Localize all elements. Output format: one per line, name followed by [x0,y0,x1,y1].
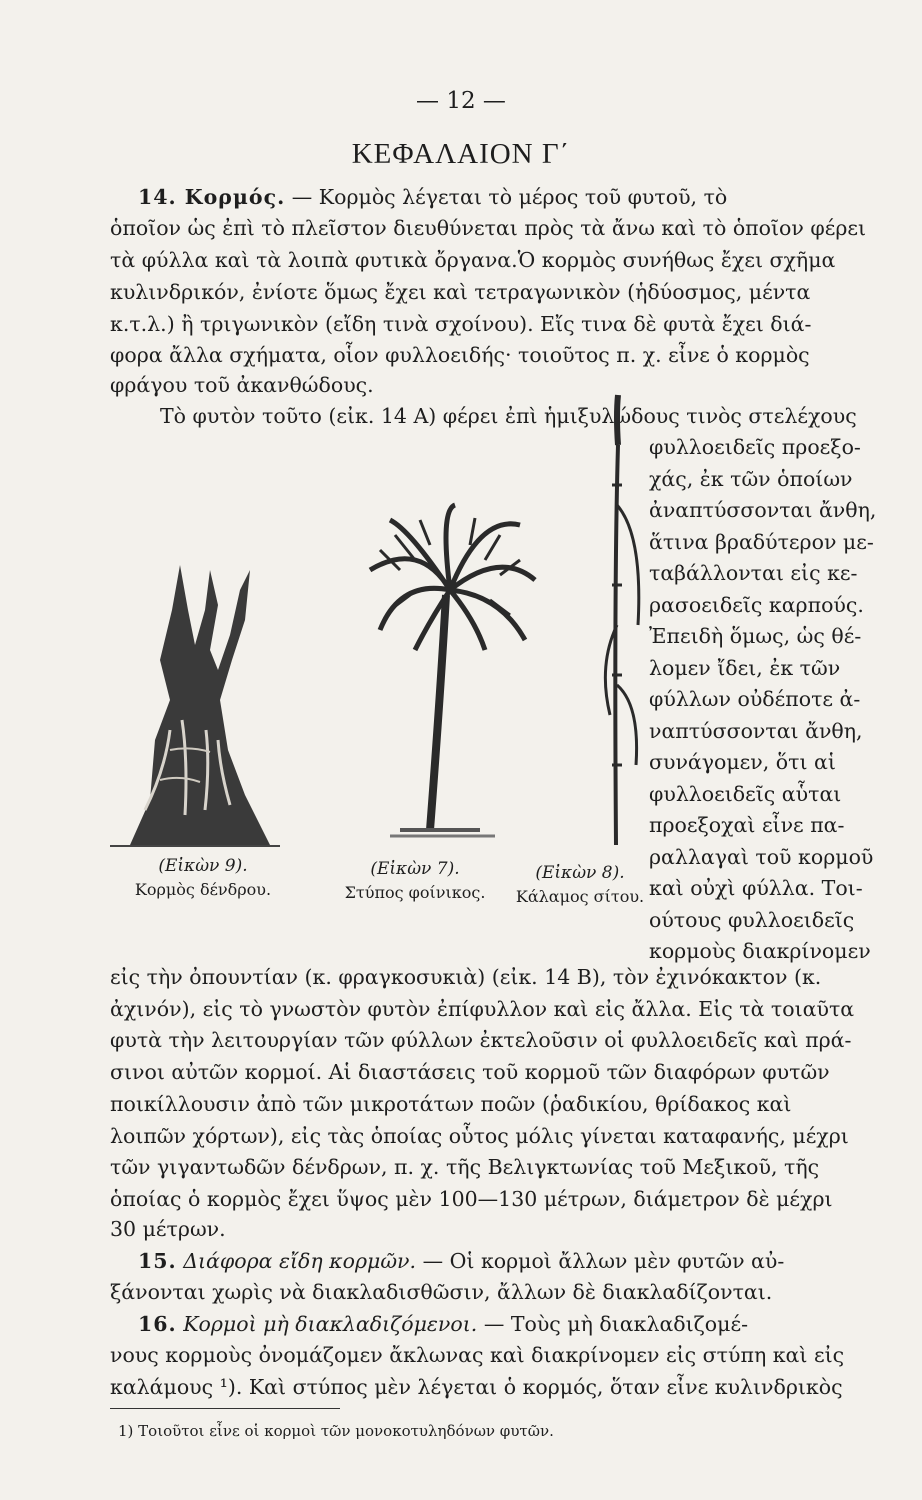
paragraph-line: νους κορμοὺς ὀνομάζομεν ἄκλωνας καὶ διακρίνομεν εἰς στύπη καὶ εἰς [110,1343,845,1367]
paragraph-line: ὁποῖον ὡς ἐπὶ τὸ πλεῖστον διευθύνεται πρὸς τὰ ἄνω καὶ τὸ ὁποῖον φέρει [110,216,867,240]
section-14-first-line [138,182,727,212]
paragraph-line: φράγου τοῦ ἀκανθώδους. [110,373,374,397]
paragraph-line: κυλινδρικόν, ἐνίοτε ὅμως ἔχει καὶ τετραγωνικὸν (ἡδύοσμος, μέντα [110,280,811,304]
section-15-number: 15. [138,1249,177,1273]
paragraph-line: Τὸ φυτὸν τοῦτο (εἰκ. 14 Α) φέρει ἐπὶ ἡμιξυλώδους τινὸς στελέχους [160,404,857,428]
section-14-number: 14. Κορμός. [138,185,286,209]
column-line: ραλλαγαὶ τοῦ κορμοῦ [649,844,874,869]
paragraph-line: καλάμους ¹). Καὶ στύπος μὲν λέγεται ὁ κορμός, ὅταν εἶνε κυλινδρικὸς [110,1375,843,1399]
tree-trunk-illustration [110,550,280,850]
palm-tree-illustration [360,500,540,845]
paragraph-line: λοιπῶν χόρτων), εἰς τὰς ὁποίας οὗτος μόλις γίνεται καταφανής, μέχρι [110,1124,849,1148]
paragraph-line: ποικίλλουσιν ἀπὸ τῶν μικροτάτων ποῶν (ῥαδικίου, θρίδακος καὶ [110,1092,792,1116]
section-15-first-line [138,1246,784,1276]
column-line: ναπτύσσονται ἄνθη, [649,718,863,743]
paragraph-line: ἀχινόν), εἰς τὸ γνωστὸν φυτὸν ἐπίφυλλον καὶ εἰς ἄλλα. Εἰς τὰ τοιαῦτα [110,997,855,1021]
text-column [649,432,911,968]
figure-7-label: (Εἰκὼν 7). [370,859,460,879]
column-line: Ἐπειδὴ ὅμως, ὡς θέ- [649,624,862,648]
paragraph-line: τῶν γιγαντωδῶν δένδρων, π. χ. τῆς Βελιγκτωνίας τοῦ Μεξικοῦ, τῆς [110,1155,820,1179]
section-15-title: Διάφορα εἴδη κορμῶν. [183,1249,417,1273]
column-line: ἀναπτύσσονται ἄνθη, [649,498,877,522]
column-line: ἅτινα βραδύτερον με- [649,529,874,554]
column-line: φυλλοειδεῖς αὗται [649,781,842,806]
paragraph-line: ὁποίας ὁ κορμὸς ἔχει ὕψος μὲν 100—130 μέτρων, διάμετρον δὲ μέχρι [110,1187,833,1211]
paragraph-line: φυτὰ τὴν λειτουργίαν τῶν φύλλων ἐκτελοῦσιν οἱ φυλλοειδεῖς καὶ πρά- [110,1028,852,1052]
figure-9-text: Κορμὸς δένδρου. [134,880,272,899]
column-line: ταβάλλονται εἰς κε- [649,561,858,585]
paragraph-line: εἰς τὴν ὀπουντίαν (κ. φραγκοσυκιὰ) (εἰκ. 14 Β), τὸν ἐχινόκακτον (κ. [110,965,822,989]
column-line: χάς, ἐκ τῶν ὁποίων [649,466,853,491]
section-16-title: Κορμοὶ μὴ διακλαδιζόμενοι. [183,1312,478,1336]
section-16-number: 16. [138,1312,177,1336]
figure-9-caption [118,855,288,901]
footnote: 1) Τοιοῦτοι εἶνε οἱ κορμοὶ τῶν μονοκοτυληδόνων φυτῶν. [118,1422,554,1440]
paragraph-line: σινοι αὐτῶν κορμοί. Αἱ διαστάσεις τοῦ κορμοῦ τῶν διαφόρων φυτῶν [110,1060,830,1084]
chapter-title: ΚΕΦΑΛΑΙΟΝ Γ΄ [351,138,571,170]
section-16-first-line [138,1309,748,1339]
figure-8-text: Κάλαμος σίτου. [515,887,645,906]
figure-9-label: (Εἰκὼν 9). [158,856,248,876]
paragraph-line: ξάνονται χωρὶς νὰ διακλαδισθῶσιν, ἄλλων δὲ διακλαδίζονται. [110,1280,773,1304]
footnote-rule [110,1408,340,1409]
column-line: φύλλων οὐδέποτε ἀ- [649,687,861,711]
section-16-text: — Τοὺς μὴ διακλαδιζομέ- [483,1312,749,1336]
section-14-text: — Κορμὸς λέγεται τὸ μέρος τοῦ φυτοῦ, τὸ [291,185,728,209]
column-line: φυλλοειδεῖς προεξο- [649,435,861,459]
wheat-stalk-illustration [588,385,648,855]
section-15-text: — Οἱ κορμοὶ ἄλλων μὲν φυτῶν αὐ- [422,1249,785,1273]
column-line: ούτους φυλλοειδεῖς [649,907,855,932]
paragraph-line: κ.τ.λ.) ἢ τριγωνικὸν (εἴδη τινὰ σχοίνου). Εἴς τινα δὲ φυτὰ ἔχει διά- [110,312,812,336]
paragraph-line: τὰ φύλλα καὶ τὰ λοιπὰ φυτικὰ ὄργανα.Ὁ κορμὸς συνήθως ἔχει σχῆμα [110,248,836,272]
figure-7-text: Στύπος φοίνικος. [344,883,486,902]
column-line: κορμοὺς διακρίνομεν [649,939,871,963]
column-line: συνάγομεν, ὅτι αἱ [649,750,836,774]
figure-8-caption [500,862,660,908]
column-line: προεξοχαὶ εἶνε πα- [649,813,845,837]
paragraph-line: φορα ἄλλα σχήματα, οἷον φυλλοειδής· τοιοῦτος π. χ. εἶνε ὁ κορμὸς [110,343,810,367]
figure-8-label: (Εἰκὼν 8). [535,863,625,883]
column-line: καὶ οὐχὶ φύλλα. Τοι- [649,876,863,900]
paragraph-line: 30 μέτρων. [110,1217,226,1241]
column-line: ρασοειδεῖς καρπούς. [649,592,864,617]
page-number: — 12 — [416,88,506,114]
figure-7-caption [330,858,500,904]
column-line: λομεν ἴδει, ἐκ τῶν [649,655,841,680]
